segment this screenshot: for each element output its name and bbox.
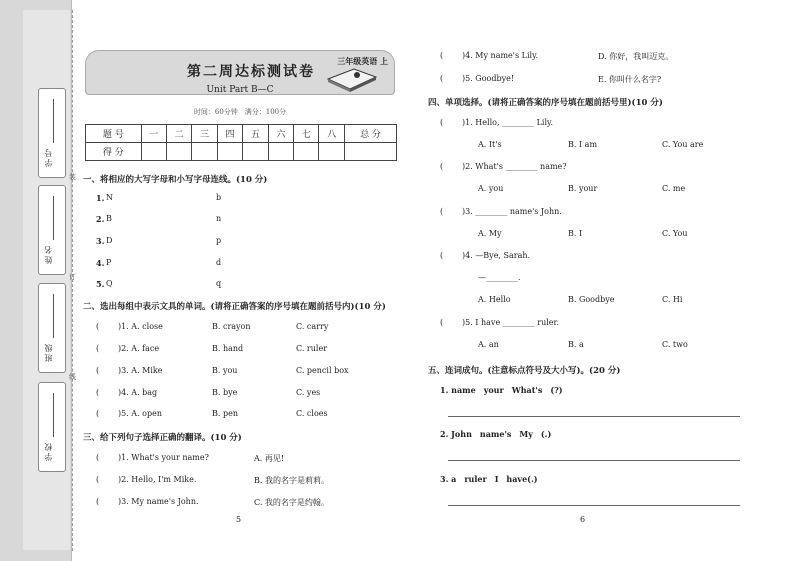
lowercase-letter[interactable]: p — [216, 236, 222, 245]
item-number: 2. — [96, 214, 105, 224]
uppercase-letter[interactable]: N — [106, 193, 113, 202]
translation-option: C. 我的名字是约翰。 — [254, 498, 329, 507]
word-order-prompt: 3. a ruler I have(.) — [440, 474, 538, 484]
question-text: )2. Hello, I'm Mike. — [118, 475, 197, 484]
school-line[interactable] — [53, 393, 54, 437]
question-text: )1. What's your name? — [118, 453, 209, 462]
question-text: )3. My name's John. — [118, 497, 199, 506]
question-text: )5. Goodbye! — [462, 74, 515, 83]
time-score-info: 时间：60分钟 满分：100分 — [193, 108, 287, 116]
answer-bracket[interactable]: ( — [96, 475, 100, 484]
question-text: )5. I have ________ ruler. — [462, 318, 560, 327]
answer-line[interactable] — [448, 505, 740, 506]
answer-bracket[interactable]: ( — [96, 409, 100, 418]
answer-bracket[interactable]: ( — [96, 388, 100, 397]
answer-line[interactable] — [448, 416, 740, 417]
answer-bracket[interactable]: ( — [96, 453, 100, 462]
item-number: 4. — [96, 258, 105, 268]
answer-line[interactable] — [448, 460, 740, 461]
score-table-header-row — [86, 125, 397, 143]
question-text: )4. A. bag — [118, 388, 158, 397]
option-c: C. ruler — [296, 344, 328, 353]
school-label: 学校 — [44, 441, 53, 461]
word-order-prompt: 2. John name's My (.) — [440, 429, 552, 439]
score-table-cell: 题 号 — [86, 125, 142, 143]
option-a: A. It's — [478, 140, 502, 149]
option-b: B. your — [568, 184, 598, 193]
answer-bracket[interactable]: ( — [96, 366, 100, 375]
page-number-left: 5 — [236, 515, 242, 524]
score-table-cell: 四 — [217, 125, 242, 143]
translation-option: A. 再见! — [254, 454, 285, 463]
uppercase-letter[interactable]: B — [106, 214, 112, 223]
cut-mark: 装 — [69, 173, 76, 181]
question-text: )2. What's ________ name? — [462, 162, 567, 171]
school-box — [38, 382, 66, 472]
section-5-title: 五、连词成句。(注意标点符号及大小写)。(20 分) — [428, 366, 621, 376]
answer-bracket[interactable]: ( — [96, 322, 100, 331]
option-c: C. You are — [662, 140, 704, 149]
option-b: B. crayon — [212, 322, 251, 331]
option-b: B. I am — [568, 140, 598, 149]
question-text: )4. My name's Lily. — [462, 51, 539, 60]
answer-bracket[interactable]: ( — [440, 51, 444, 60]
answer-bracket[interactable]: ( — [440, 118, 444, 127]
item-number: 1. — [96, 193, 105, 203]
score-table-cell: 二 — [166, 125, 191, 143]
answer-bracket[interactable]: ( — [440, 162, 444, 171]
question-text: )2. A. face — [118, 344, 160, 353]
question-text: )5. A. open — [118, 409, 162, 418]
option-a: A. Hello — [478, 295, 511, 304]
option-b: B. Goodbye — [568, 295, 615, 304]
section-1-title: 一、将相应的大写字母和小写字母连线。(10 分) — [83, 175, 268, 185]
score-input-cell[interactable] — [192, 143, 217, 161]
question-text: )1. A. close — [118, 322, 163, 331]
option-c: C. cloes — [296, 409, 328, 418]
question-text: )3. A. Mike — [118, 366, 163, 375]
class-label: 班级 — [44, 342, 53, 362]
option-b: B. hand — [212, 344, 244, 353]
answer-bracket[interactable]: ( — [440, 251, 444, 260]
score-input-cell[interactable] — [166, 143, 191, 161]
score-table-cell: 五 — [243, 125, 268, 143]
question-text: )4. —Bye, Sarah. — [462, 251, 531, 260]
uppercase-letter[interactable]: Q — [106, 279, 113, 288]
answer-bracket[interactable]: ( — [96, 344, 100, 353]
answer-bracket[interactable]: ( — [440, 74, 444, 83]
score-input-cell[interactable] — [294, 143, 319, 161]
item-number: 3. — [96, 236, 105, 246]
option-b: B. bye — [212, 388, 238, 397]
option-c: C. Hi — [662, 295, 683, 304]
option-b: B. you — [212, 366, 238, 375]
score-input-cell[interactable] — [268, 143, 293, 161]
section-4-title: 四、单项选择。(请将正确答案的序号填在题前括号里)(10 分) — [428, 98, 663, 108]
lowercase-letter[interactable]: b — [216, 193, 222, 202]
name-line[interactable] — [53, 196, 54, 240]
name-box — [38, 185, 66, 275]
question-text-line2: —________. — [478, 273, 521, 282]
option-c: C. me — [662, 184, 686, 193]
score-input-cell[interactable] — [319, 143, 345, 161]
page-title: 第二周达标测试卷 — [187, 64, 315, 80]
score-input-cell[interactable] — [141, 143, 166, 161]
answer-bracket[interactable]: ( — [96, 497, 100, 506]
score-input-cell[interactable] — [243, 143, 268, 161]
option-b: B. a — [568, 340, 584, 349]
option-c: C. carry — [296, 322, 329, 331]
option-c: C. yes — [296, 388, 321, 397]
option-b: B. pen — [212, 409, 238, 418]
option-c: C. You — [662, 229, 688, 238]
grade-label: 三年级英语 上 — [337, 56, 388, 66]
score-input-cell[interactable] — [345, 143, 397, 161]
option-a: A. an — [478, 340, 499, 349]
score-table-cell: 三 — [192, 125, 217, 143]
cut-mark: 线 — [69, 373, 76, 381]
student-id-box — [38, 88, 66, 178]
class-line[interactable] — [53, 294, 54, 338]
uppercase-letter[interactable]: D — [106, 236, 113, 245]
student-id-line[interactable] — [53, 99, 54, 143]
translation-option: D. 你好，我叫迈克。 — [598, 52, 674, 61]
answer-bracket[interactable]: ( — [440, 207, 444, 216]
section-3-title: 三、给下列句子选择正确的翻译。(10 分) — [83, 433, 242, 443]
unit-subtitle: Unit Part B—C — [206, 85, 274, 95]
option-a: A. My — [478, 229, 502, 238]
score-row-label: 得 分 — [86, 143, 142, 161]
page-number-right: 6 — [580, 515, 586, 524]
score-table-cell: 一 — [141, 125, 166, 143]
class-box — [38, 283, 66, 373]
score-table-cell: 总 分 — [345, 125, 397, 143]
score-input-cell[interactable] — [217, 143, 242, 161]
lowercase-letter[interactable]: n — [216, 214, 222, 223]
name-label: 姓名 — [44, 244, 53, 264]
word-order-prompt: 1. name your What's (?) — [440, 385, 563, 395]
lowercase-letter[interactable]: q — [216, 279, 222, 288]
cut-mark: 订 — [69, 273, 76, 281]
lowercase-letter[interactable]: d — [216, 258, 222, 267]
score-table-cell: 七 — [294, 125, 319, 143]
answer-bracket[interactable]: ( — [440, 318, 444, 327]
question-text: )1. Hello, ________ Lily. — [462, 118, 553, 127]
score-table-cell: 八 — [319, 125, 345, 143]
item-number: 5. — [96, 279, 105, 289]
translation-option: E. 你叫什么名字? — [598, 75, 662, 84]
question-text: )3. ________ name's John. — [462, 207, 562, 216]
score-table-cell: 六 — [268, 125, 293, 143]
option-b: B. I — [568, 229, 583, 238]
option-c: C. two — [662, 340, 688, 349]
uppercase-letter[interactable]: P — [106, 258, 112, 267]
section-2-title: 二、选出每组中表示文具的单词。(请将正确答案的序号填在题前括号内)(10 分) — [83, 302, 386, 312]
score-table-score-row — [86, 143, 397, 161]
option-a: A. you — [478, 184, 504, 193]
binding-strip — [0, 0, 72, 561]
translation-option: B. 我的名字是莉莉。 — [254, 476, 329, 485]
student-id-label: 学号 — [44, 147, 53, 167]
option-c: C. pencil box — [296, 366, 349, 375]
score-table — [85, 124, 397, 161]
